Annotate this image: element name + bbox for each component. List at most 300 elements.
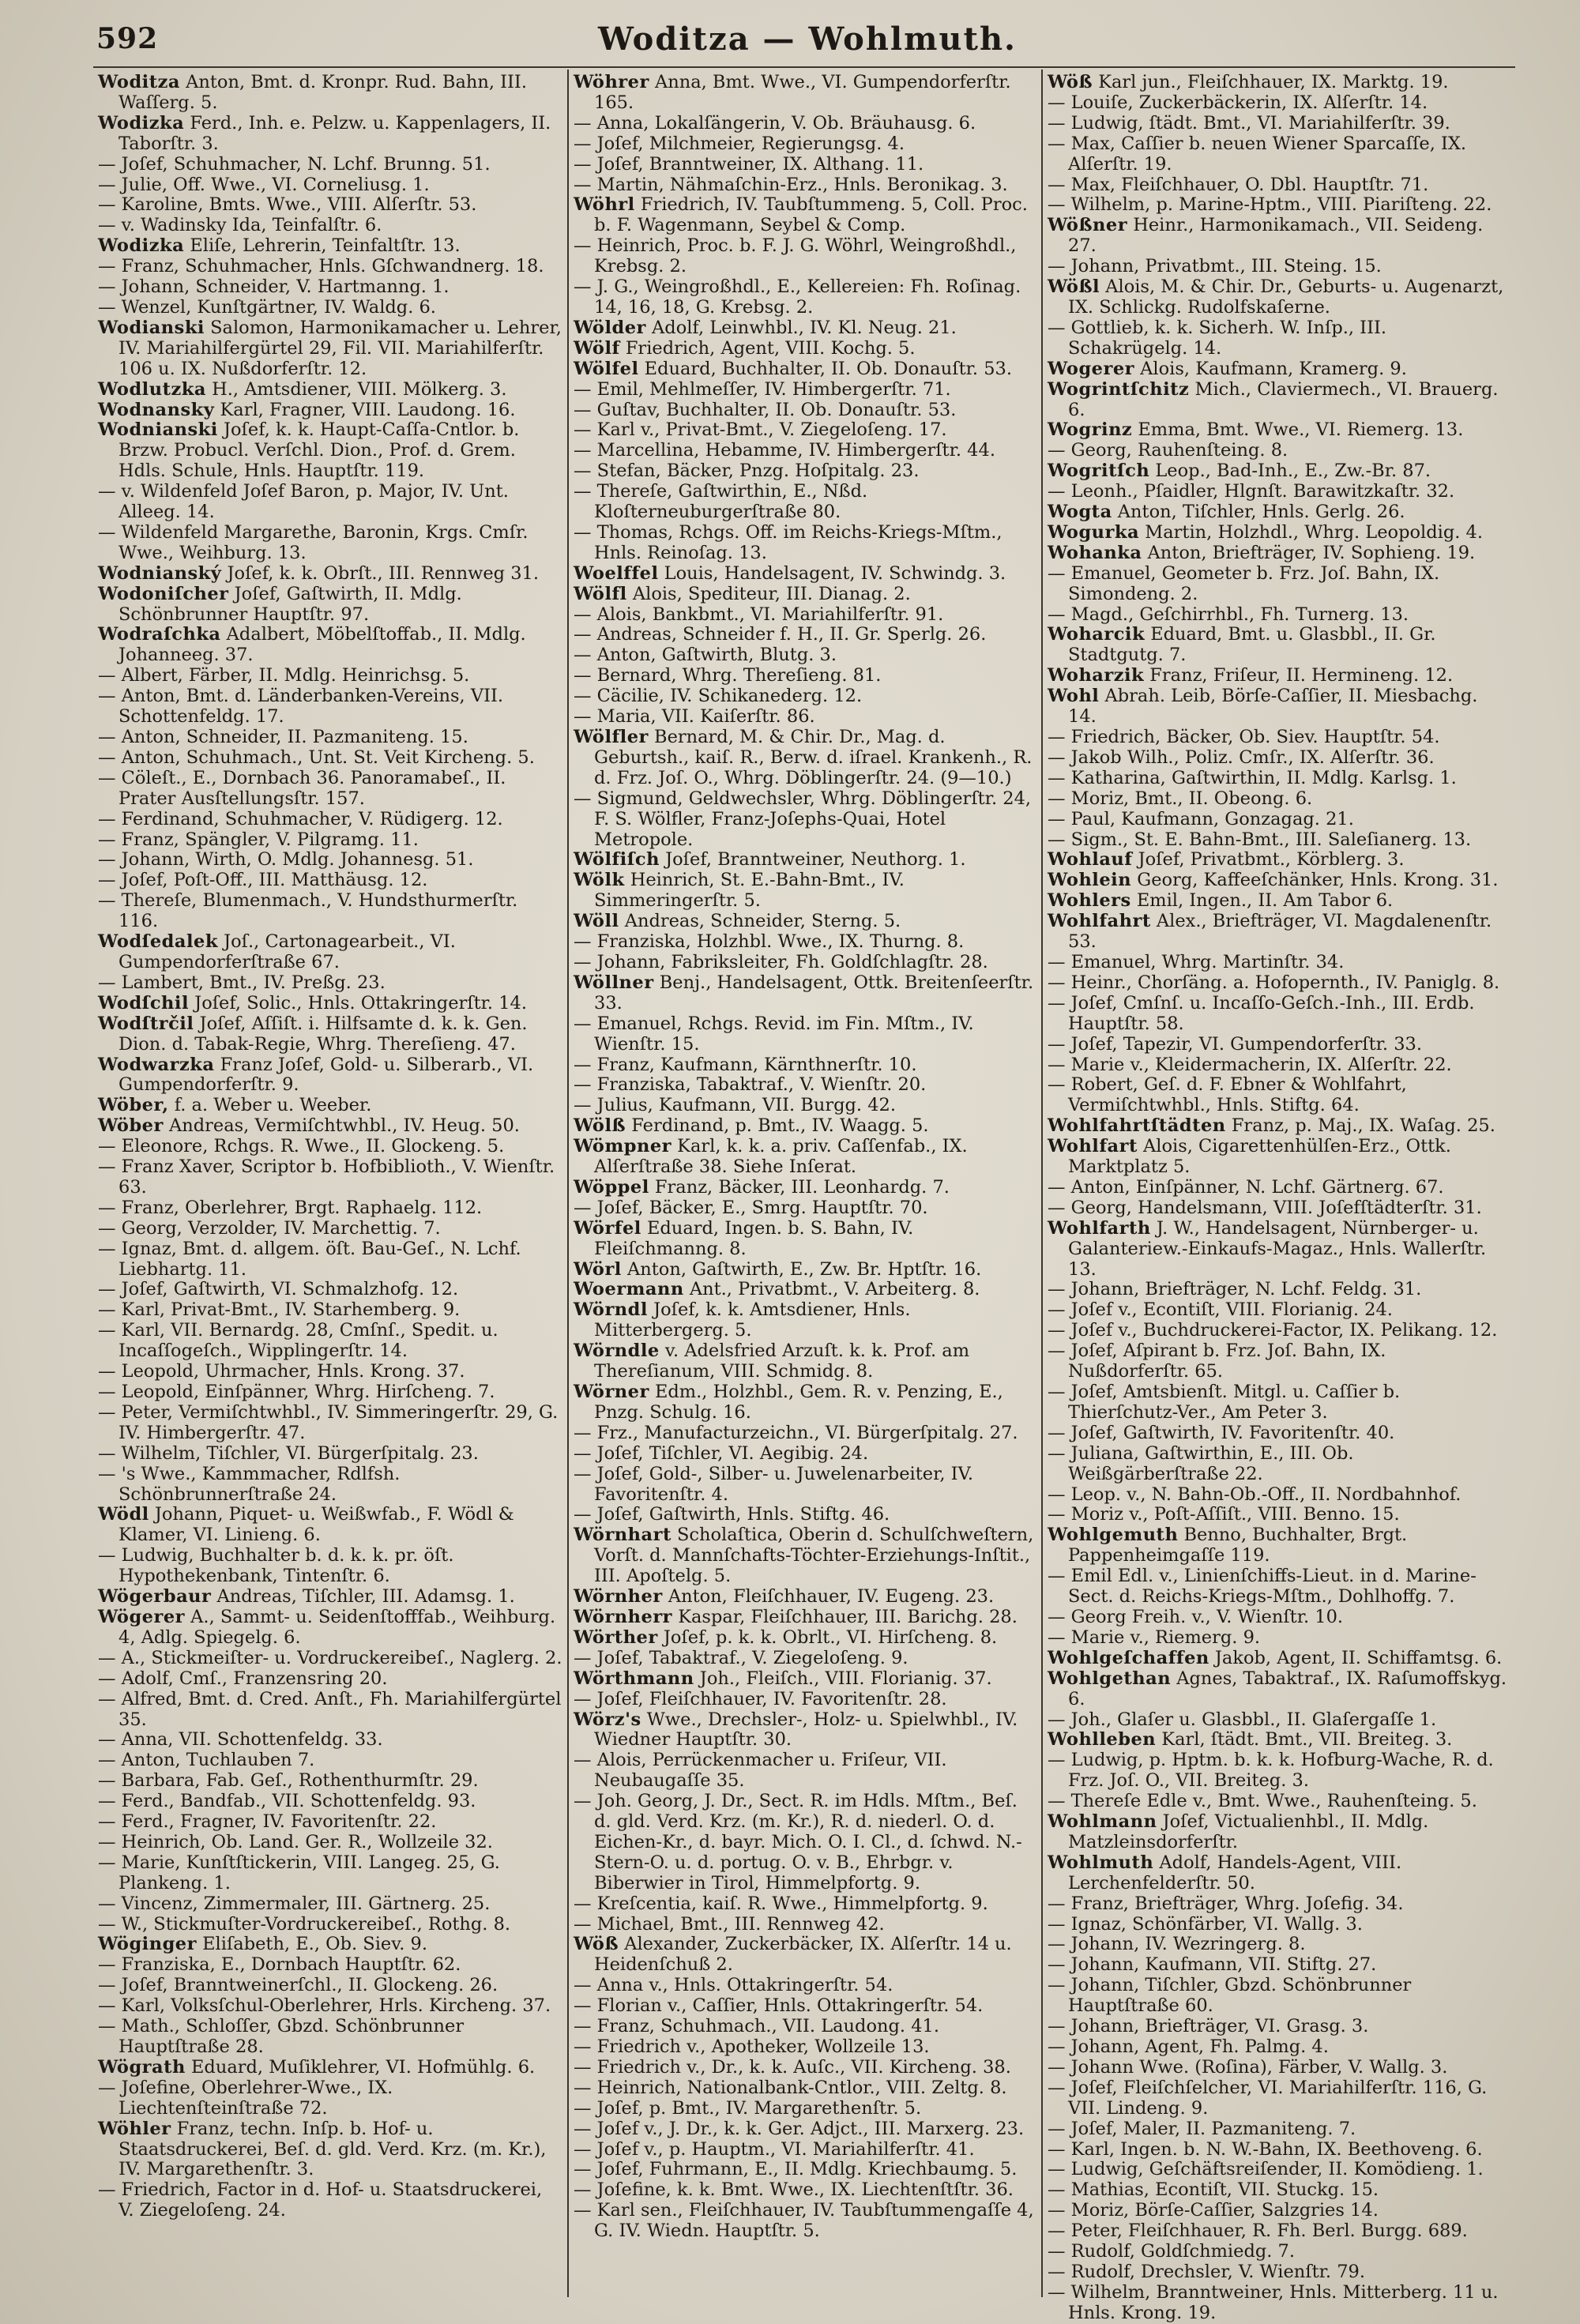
entry-text: — Joſef, Tabaktraf., V. Ziegeloſeng. 9.: [574, 1647, 908, 1668]
directory-entry: [98, 1239, 562, 1280]
entry-surname: Wodnansky: [98, 399, 215, 420]
directory-entry: [1048, 1219, 1510, 1280]
entry-surname: Wohlleben: [1048, 1729, 1157, 1751]
directory-entry: [1048, 359, 1510, 380]
directory-entry: [1048, 891, 1510, 912]
entry-surname: Wogurka: [1048, 521, 1140, 543]
directory-entry: [98, 420, 562, 482]
entry-text: — Max, Caſſier b. neuen Wiener Sparcaſſe, IX. Alſerſtr. 19.: [1048, 133, 1467, 175]
directory-entry: [98, 175, 562, 196]
directory-entry: [574, 1587, 1036, 1608]
entry-text: Ant., Privatbmt., V. Arbeiterg. 8.: [683, 1279, 980, 1300]
directory-entry: [98, 114, 562, 155]
entry-surname: Wohlgemuth: [1048, 1525, 1179, 1546]
entry-text: — Marie v., Kleidermacherin, IX. Alſerſtr. 22.: [1048, 1054, 1452, 1075]
directory-entry: [1048, 2119, 1510, 2140]
entry-surname: Wohlfahrt: [1048, 911, 1151, 932]
directory-entry: [1048, 973, 1510, 994]
directory-entry: [98, 1955, 562, 1976]
entry-text: Joſef, Gaſtwirth, II. Mdlg. Schönbrunner Hauptſtr. 97.: [118, 583, 462, 625]
entry-text: J. W., Handelsagent, Nürnberger- u. Galanteriew.-Einkaufs-Magaz., Hnls. Wallerſtr. 13.: [1068, 1217, 1487, 1280]
entry-text: — Gottlieb, k. k. Sicherh. W. Inſp., III. Schakrügelg. 14.: [1048, 317, 1386, 359]
directory-entry: [1048, 2283, 1510, 2324]
entry-text: — v. Wadinsky Ida, Teinfalſtr. 6.: [98, 215, 382, 236]
directory-entry: [98, 400, 562, 421]
entry-text: Andreas, Schneider, Sterng. 5.: [619, 911, 901, 932]
entry-surname: Wögrath: [98, 2056, 186, 2078]
entry-text: — Marcellina, Hebamme, IV. Himbergerſtr. 44.: [574, 440, 995, 461]
entry-text: Friedrich, IV. Taubſtummeng. 5, Coll. Proc. b. F. Wagenmann, Seybel & Comp.: [594, 194, 1028, 236]
entry-text: Joſef, Solic., Hnls. Ottakringerſtr. 14.: [189, 992, 528, 1013]
directory-entry: [574, 1075, 1036, 1096]
entry-text: — Ludwig, p. Hptm. b. k. k. Hofburg-Wache, R. d. Frz. Joſ. O., VII. Breiteg. 3.: [1048, 1750, 1494, 1792]
entry-text: Joſef, Victualienhbl., II. Mdlg. Matzleinsdorferſtr.: [1068, 1811, 1429, 1852]
directory-entry: [574, 114, 1036, 134]
entry-text: — Alfred, Bmt. d. Cred. Anſt., Fh. Mariahilfergürtel 35.: [98, 1688, 562, 1730]
entry-text: — Franziska, Tabaktraf., V. Wienſtr. 20.: [574, 1074, 927, 1096]
entry-text: Franz, techn. Inſp. b. Hof- u. Staatsdruckerei, Beſ. d. gld. Verd. Krz. (m. Kr.), IV. Margarethenſtr. 3.: [118, 2118, 547, 2180]
directory-entry: [98, 1976, 562, 1996]
entry-text: — Rudolf, Goldſchmiedg. 7.: [1048, 2241, 1296, 2262]
directory-entry: [98, 932, 562, 973]
entry-text: — Barbara, Fab. Geſ., Rothenthurmſtr. 29.: [98, 1770, 479, 1792]
directory-entry: [98, 810, 562, 830]
entry-text: — Joſef, Tapezir, VI. Gumpendorferſtr. 33.: [1048, 1033, 1423, 1055]
directory-entry: [574, 1096, 1036, 1116]
directory-entry: [98, 1157, 562, 1198]
directory-entry: [98, 625, 562, 666]
entry-text: — Anton, Einſpänner, N. Lchf. Gärtnerg. 67.: [1048, 1176, 1444, 1198]
entry-text: — Joſef, Schuhmacher, N. Lchf. Brunng. 51.: [98, 153, 491, 175]
directory-entry: [574, 932, 1036, 953]
directory-entry: [574, 686, 1036, 707]
directory-entry: [98, 482, 562, 523]
entry-surname: Wohlfahrtſtädten: [1048, 1115, 1226, 1137]
entry-surname: Wörnhart: [574, 1525, 672, 1546]
entry-text: — Alois, Bankbmt., VI. Mariahilferſtr. 91.: [574, 604, 944, 625]
entry-text: — Cöleſt., E., Dornbach 36. Panoramabeſ., II. Prater Ausſtellungsſtr. 157.: [98, 767, 506, 809]
entry-text: — Max, Fleiſchhauer, O. Dbl. Hauptſtr. 71.: [1048, 174, 1429, 195]
entry-text: — Paul, Kaufmann, Gonzagag. 21.: [1048, 808, 1354, 829]
directory-entry: [98, 1362, 562, 1382]
entry-text: — 's Wwe., Kammmacher, Rdlfsh. Schönbrunnerſtraße 24.: [98, 1463, 401, 1505]
entry-text: — Wilhelm, Branntweiner, Hnls. Mitterberg. 11 u. Hnls. Krong. 19.: [1048, 2281, 1499, 2323]
entry-surname: Wodnianský: [98, 562, 222, 584]
entry-surname: Wößner: [1048, 215, 1128, 236]
directory-entry: [1048, 380, 1510, 421]
directory-entry: [574, 1341, 1036, 1382]
directory-entry: [98, 1833, 562, 1853]
directory-entry: [1048, 666, 1510, 686]
entry-surname: Wohl: [1048, 686, 1100, 707]
entry-text: — Karl, VII. Bernardg. 28, Cmſnſ., Spedit. u. Incaſſogeſch., Wipplingerſtr. 14.: [98, 1320, 498, 1362]
directory-entry: [98, 257, 562, 277]
entry-text: — Jakob Wilh., Poliz. Cmſr., IX. Alſerſtr. 36.: [1048, 746, 1435, 768]
entry-text: Eduard, Ingen. b. S. Bahn, IV. Fleiſchmanng. 8.: [594, 1217, 914, 1259]
directory-entry: [574, 2119, 1036, 2140]
directory-entry: [1048, 257, 1510, 277]
directory-entry: [98, 155, 562, 175]
entry-text: — Emil Edl. v., Linienſchiffs-Lieut. in d. Marine-Sect. d. Reichs-Kriegs-Mſtm., Dohlhoffg. 7.: [1048, 1566, 1477, 1608]
entry-surname: Wögerbaur: [98, 1586, 212, 1608]
directory-entry: [98, 1116, 562, 1137]
entry-text: Joſef, k. k. Amtsdiener, Hnls. Mitterbergerg. 5.: [594, 1299, 911, 1341]
directory-entry: [1048, 1751, 1510, 1792]
entry-text: — Johann, Kaufmann, VII. Stiftg. 27.: [1048, 1954, 1377, 1976]
entry-text: Karl jun., Fleiſchhauer, IX. Marktg. 19.: [1093, 72, 1449, 92]
entry-text: Franz, p. Maj., IX. Waſag. 25.: [1225, 1115, 1495, 1137]
entry-surname: Wörl: [574, 1258, 622, 1280]
entry-text: — Anton, Schuhmach., Unt. St. Veit Kircheng. 5.: [98, 746, 535, 768]
directory-entry: [98, 585, 562, 626]
directory-entry: [98, 1812, 562, 1833]
directory-entry: [1048, 789, 1510, 810]
entry-text: — Anton, Schneider, II. Pazmaniteng. 15.: [98, 727, 468, 747]
directory-entry: [1048, 1423, 1510, 1444]
entry-text: Eliſabeth, E., Ob. Siev. 9.: [196, 1934, 428, 1955]
entry-text: — Franz, Schuhmach., VII. Laudong. 41.: [574, 2016, 939, 2037]
directory-entry: [98, 1444, 562, 1465]
entry-text: Karl, k. k. a. priv. Caſſenfab., IX. Alſerſtraße 38. Siehe Inſerat.: [594, 1136, 968, 1178]
directory-entry: [1048, 2037, 1510, 2058]
entry-surname: Wöppel: [574, 1176, 649, 1198]
entry-text: Eduard, Muſiklehrer, VI. Hofmühlg. 6.: [185, 2056, 536, 2078]
directory-entry: [98, 1771, 562, 1792]
directory-entry: [574, 1792, 1036, 1894]
directory-entry: [98, 871, 562, 891]
entry-text: — Ludwig, Geſchäftsreiſender, II. Komödieng. 1.: [1048, 2159, 1484, 2180]
directory-entry: [1048, 2160, 1510, 2180]
directory-entry: [1048, 2221, 1510, 2242]
directory-entry: [1048, 686, 1510, 728]
entry-text: — Anton, Gaſtwirth, Blutg. 3.: [574, 645, 837, 666]
entry-text: — Friedrich v., Apotheker, Wollzeile 13.: [574, 2036, 930, 2057]
entry-surname: Wogrinz: [1048, 419, 1133, 441]
directory-entry: [1048, 175, 1510, 196]
entry-text: — Joh. Georg, J. Dr., Sect. R. im Hdls. Mſtm., Beſ. d. gld. Verd. Krz. (m. Kr.), R. d. niederl. O. d. Eichen-Kr., d. bayr. Mich. O. I. Cl., d. ſchwd. N.-Stern-O. u. d. portug. O. v. B., Ehrbgr. v. Biberwier in Tirol, Himmelpfortg. 9.: [574, 1791, 1022, 1893]
entry-text: Martin, Holzhdl., Whrg. Leopoldig. 4.: [1139, 521, 1484, 543]
entry-text: — Anton, Tuchlauben 7.: [98, 1750, 315, 1771]
entry-surname: Wohlgethan: [1048, 1668, 1172, 1689]
entry-text: — Joſefine, Oberlehrer-Wwe., IX. Liechtenſteinſtraße 72.: [98, 2077, 393, 2119]
entry-surname: Wölfiſch: [574, 849, 660, 871]
directory-entry: [574, 912, 1036, 932]
entry-text: — Wildenfeld Margarethe, Baronin, Krgs. Cmſr. Wwe., Weihburg. 13.: [98, 521, 529, 563]
directory-entry: [574, 1649, 1036, 1669]
entry-text: Andreas, Tiſchler, III. Adamsg. 1.: [211, 1586, 515, 1608]
directory-entry: [574, 1219, 1036, 1260]
directory-entry: [1048, 1444, 1510, 1485]
entry-text: Joſef, k. k. Haupt-Caſſa-Cntlor. b. Brzw. Probucl. Verſchl. Dion., Prof. d. Grem. Hdls. Schule, Hnls. Hauptſtr. 119.: [118, 419, 520, 482]
entry-text: — Joſef v., p. Hauptm., VI. Mariahilferſtr. 41.: [574, 2138, 975, 2160]
entry-text: — Martin, Nähmaſchin-Erz., Hnls. Beronikag. 3.: [574, 174, 1008, 195]
directory-entry: [574, 850, 1036, 871]
entry-text: — Marie v., Riemerg. 9.: [1048, 1626, 1261, 1648]
entry-text: Jakob, Agent, II. Schiffamtsg. 6.: [1209, 1647, 1503, 1668]
entry-text: Louis, Handelsagent, IV. Schwindg. 3.: [658, 562, 1006, 584]
directory-entry: [574, 2180, 1036, 2201]
directory-entry: [574, 359, 1036, 380]
directory-entry: [574, 728, 1036, 789]
directory-entry: [1048, 2058, 1510, 2078]
entry-text: Adolf, Leinwhbl., IV. Kl. Neug. 21.: [645, 317, 957, 338]
entry-text: — Joſefine, k. k. Bmt. Wwe., IX. Liechtenſtſtr. 36.: [574, 2179, 1014, 2201]
entry-text: — Karl sen., Fleiſchhauer, IV. Taubſtummengaſſe 4, G. IV. Wiedn. Hauptſtr. 5.: [574, 2200, 1034, 2242]
directory-entry: [1048, 1955, 1510, 1976]
directory-entry: [574, 1055, 1036, 1076]
entry-text: — W., Stickmuſter-Vordruckereibeſ., Rothg. 8.: [98, 1913, 511, 1935]
entry-text: — Joſef, Poſt-Off., III. Matthäusg. 12.: [98, 870, 428, 891]
directory-entry: [98, 2119, 562, 2181]
directory-entry: [98, 1198, 562, 1219]
directory-entry: [574, 1300, 1036, 1341]
entry-text: — Johann, Briefträger, N. Lchf. Feldg. 31.: [1048, 1279, 1422, 1300]
entry-text: — Leopold, Uhrmacher, Hnls. Krong. 37.: [98, 1361, 465, 1382]
directory-entry: [98, 1608, 562, 1649]
entry-text: — Johann, Schneider, V. Hartmanng. 1.: [98, 276, 450, 298]
entry-text: — Ignaz, Schönfärber, VI. Wallg. 3.: [1048, 1913, 1363, 1935]
entry-text: — Robert, Geſ. d. F. Ebner & Wohlfahrt, Vermiſchtwhbl., Hnls. Stiftg. 64.: [1048, 1074, 1407, 1116]
directory-entry: [1048, 134, 1510, 175]
entry-text: — Thomas, Rchgs. Off. im Reichs-Kriegs-Mſtm., Hnls. Reinoſag. 13.: [574, 521, 1003, 563]
directory-entry: [574, 1116, 1036, 1137]
directory-entry: [1048, 1280, 1510, 1300]
directory-entry: [1048, 1198, 1510, 1219]
entry-text: Alois, Spediteur, III. Dianag. 2.: [626, 583, 911, 604]
entry-surname: Wohlmann: [1048, 1811, 1157, 1833]
entry-surname: Wölfl: [574, 583, 627, 604]
directory-entry: [574, 973, 1036, 1014]
directory-entry: [1048, 1116, 1510, 1137]
entry-text: — Anna, Lokalſängerin, V. Ob. Bräuhausg. 6.: [574, 112, 976, 133]
entry-text: — Joſef, Gaſtwirth, VI. Schmalzhofg. 12.: [98, 1279, 459, 1300]
entry-text: Anton, Fleiſchhauer, IV. Eugeng. 23.: [662, 1586, 995, 1608]
directory-entry: [98, 850, 562, 871]
entry-text: — Joſef v., J. Dr., k. k. Ger. Adjct., III. Marxerg. 23.: [574, 2118, 1025, 2139]
entry-surname: Wörndle: [574, 1341, 660, 1362]
directory-entry: [1048, 871, 1510, 891]
entry-surname: Wohlfart: [1048, 1136, 1138, 1157]
directory-entry: [98, 748, 562, 769]
directory-entry: [1048, 625, 1510, 666]
entry-surname: Woditza: [98, 72, 180, 92]
directory-entry: [1048, 850, 1510, 871]
entry-text: — Joh., Glaſer u. Glasbbl., II. Glaſergaſſe 1.: [1048, 1709, 1437, 1730]
directory-entry: [574, 1894, 1036, 1915]
directory-entry: [98, 728, 562, 748]
entry-text: — Ferdinand, Schuhmacher, V. Rüdigerg. 12.: [98, 808, 503, 829]
entry-surname: Woermann: [574, 1279, 684, 1300]
entry-text: — v. Wildenfeld Joſef Baron, p. Major, IV. Unt. Alleeg. 14.: [98, 481, 509, 523]
entry-surname: Wöhler: [98, 2118, 171, 2139]
directory-entry: [574, 1935, 1036, 1976]
directory-entry: [98, 318, 562, 380]
entry-text: — Vincenz, Zimmermaler, III. Gärtnerg. 25.: [98, 1893, 491, 1914]
entry-text: — Juliana, Gaſtwirthin, E., III. Ob. Weißgärberſtraße 22.: [1048, 1442, 1354, 1484]
entry-text: Anton, Bmt. d. Kronpr. Rud. Bahn, III. Waſſerg. 5.: [118, 72, 527, 113]
entry-text: — Joſef, Aſpirant b. Frz. Joſ. Bahn, IX. Nußdorferſtr. 65.: [1048, 1341, 1386, 1382]
entry-text: — Joſef, Milchmeier, Regierungsg. 4.: [574, 133, 905, 154]
entry-text: Alois, Cigarettenhülſen-Erz., Ottk. Marktplatz 5.: [1068, 1136, 1451, 1178]
entry-text: Benj., Handelsagent, Ottk. Breitenſeerſtr. 33.: [594, 972, 1034, 1013]
directory-entry: [574, 2160, 1036, 2180]
entry-text: Karl, ſtädt. Bmt., VII. Breiteg. 3.: [1156, 1729, 1453, 1751]
entry-text: — Peter, Vermiſchtwhbl., IV. Simmeringerſtr. 29, G. IV. Himbergerſtr. 47.: [98, 1401, 559, 1443]
directory-entry: [98, 666, 562, 686]
directory-entry: [1048, 318, 1510, 359]
entry-text: Wwe., Drechsler-, Holz- u. Spielwhbl., IV. Wiedner Hauptſtr. 30.: [594, 1709, 1018, 1751]
entry-text: Johann, Piquet- u. Weißwfab., F. Wödl & Klamer, VI. Linieng. 6.: [118, 1504, 514, 1546]
entry-text: — Michael, Bmt., III. Rennweg 42.: [574, 1913, 885, 1935]
entry-text: — Thereſe, Gaſtwirthin, E., Nßd. Kloſterneuburgerſtraße 80.: [574, 481, 868, 523]
entry-text: — Johann, Agent, Fh. Palmg. 4.: [1048, 2036, 1329, 2057]
directory-entry: [1048, 1382, 1510, 1423]
entry-text: Heinrich, St. E.-Bahn-Bmt., IV. Simmeringerſtr. 5.: [594, 870, 905, 912]
entry-text: — Emanuel, Geometer b. Frz. Joſ. Bahn, IX. Simondeng. 2.: [1048, 562, 1440, 604]
directory-entry: [98, 564, 562, 585]
entry-text: — Joſef, Amtsbienſt. Mitgl. u. Caſſier b. Thierſchutz-Ver., Am Peter 3.: [1048, 1382, 1401, 1423]
entry-text: H., Amtsdiener, VIII. Mölkerg. 3.: [205, 378, 507, 400]
entry-text: — Frz., Manufacturzeichn., VI. Bürgerſpitalg. 27.: [574, 1422, 1018, 1443]
directory-entry: [574, 134, 1036, 155]
entry-text: Joſef, Aſſiſt. i. Hilfsamte d. k. k. Gen. Dion. d. Tabak-Regie, Whrg. Thereſieng. 47.: [118, 1013, 528, 1055]
entry-text: Benno, Buchhalter, Brgt. Pappenheimgaſſe 119.: [1068, 1525, 1408, 1566]
entry-text: — Emanuel, Rchgs. Revid. im Fin. Mſtm., IV. Wienſtr. 15.: [574, 1013, 974, 1055]
entry-text: f. a. Weber u. Weeber.: [168, 1095, 372, 1116]
entry-text: Anton, Briefträger, IV. Sophieng. 19.: [1142, 542, 1476, 563]
directory-entry: [1048, 461, 1510, 482]
entry-surname: Wögerer: [98, 1606, 186, 1627]
entry-text: — Heinrich, Ob. Land. Ger. R., Wollzeile 32.: [98, 1831, 493, 1852]
entry-text: Abrah. Leib, Börſe-Caſſier, II. Miesbachg. 14.: [1068, 686, 1478, 728]
entry-text: — Mathias, Econtiſt, VII. Stuckg. 15.: [1048, 2179, 1379, 2201]
entry-text: v. Adelsfried Arzuſt. k. k. Prof. am Thereſianum, VIII. Schmidg. 8.: [594, 1341, 970, 1382]
directory-entry: [1048, 420, 1510, 441]
entry-surname: Wölder: [574, 317, 646, 338]
directory-entry: [574, 318, 1036, 339]
entry-text: — Stefan, Bäcker, Pnzg. Hoſpitalg. 23.: [574, 461, 920, 482]
directory-entry: [98, 1300, 562, 1321]
entry-text: — Johann, Tiſchler, Gbzd. Schönbrunner Hauptſtraße 60.: [1048, 1975, 1412, 2017]
entry-text: Alois, Kaufmann, Kramerg. 9.: [1134, 358, 1407, 379]
directory-entry: [1048, 1485, 1510, 1506]
entry-surname: Wörnher: [574, 1586, 663, 1608]
directory-entry: [574, 2099, 1036, 2119]
directory-entry: [1048, 1853, 1510, 1894]
entry-surname: Wodizka: [98, 235, 185, 257]
directory-entry: [1048, 1341, 1510, 1382]
entry-surname: Wölf: [574, 337, 620, 359]
directory-entry: [98, 277, 562, 298]
directory-entry: [574, 1444, 1036, 1465]
entry-surname: Wohlgeſchaffen: [1048, 1647, 1209, 1668]
entry-text: — A., Stickmeiſter- u. Vordruckereibeſ., Naglerg. 2.: [98, 1647, 562, 1668]
entry-text: — Florian v., Caſſier, Hnls. Ottakringerſtr. 54.: [574, 1995, 984, 2017]
directory-entry: [1048, 1178, 1510, 1198]
entry-text: — Johann, IV. Wezringerg. 8.: [1048, 1934, 1306, 1955]
entry-text: — Joſef, Fuhrmann, E., II. Mdlg. Kriechbaumg. 5.: [574, 2159, 1018, 2180]
entry-surname: Wöll: [574, 911, 619, 932]
entry-text: — Joſef, Branntweiner, IX. Althang. 11.: [574, 153, 924, 175]
entry-text: — Georg Freih. v., V. Wienſtr. 10.: [1048, 1606, 1344, 1627]
entry-text: Ferd., Inh. e. Pelzw. u. Kappenlagers, II. Taborſtr. 3.: [118, 112, 551, 154]
entry-surname: Wodizka: [98, 112, 185, 133]
entry-text: Georg, Kaffeeſchänker, Hnls. Krong. 31.: [1131, 870, 1499, 891]
entry-text: — Moriz, Börſe-Caſſier, Salzgries 14.: [1048, 2200, 1379, 2221]
directory-entry: [98, 830, 562, 851]
entry-text: — Joſef, Maler, II. Pazmaniteng. 7.: [1048, 2118, 1356, 2139]
directory-entry: [1048, 93, 1510, 114]
entry-text: — Kreſcentia, kaiſ. R. Wwe., Himmelpfortg. 9.: [574, 1893, 988, 1914]
entry-surname: Wohlmuth: [1048, 1852, 1154, 1873]
entry-text: Joſef, Branntweiner, Neuthorg. 1.: [659, 849, 966, 871]
entry-text: Edm., Holzhbl., Gem. R. v. Penzing, E., Pnzg. Schulg. 16.: [594, 1382, 1003, 1423]
directory-entry: [1048, 1321, 1510, 1341]
entry-text: — Moriz, Bmt., II. Obeong. 6.: [1048, 788, 1313, 809]
directory-entry: [1048, 1649, 1510, 1669]
directory-entry: [1048, 1075, 1510, 1116]
directory-entry: [574, 236, 1036, 277]
directory-entry: [98, 1669, 562, 1690]
directory-entry: [98, 1014, 562, 1055]
directory-entry: [1048, 1935, 1510, 1955]
entry-surname: Wodnianski: [98, 419, 218, 441]
entry-surname: Wogrintſchitz: [1048, 378, 1190, 400]
directory-entry: [574, 2078, 1036, 2099]
entry-surname: Wörner: [574, 1382, 649, 1402]
entry-surname: Wöllner: [574, 972, 654, 993]
entry-text: — Joſef v., Buchdruckerei-Factor, IX. Pelikang. 12.: [1048, 1320, 1498, 1341]
directory-entry: [574, 175, 1036, 196]
directory-entry: [1048, 2017, 1510, 2037]
entry-text: — Alois, Perrückenmacher u. Friſeur, VII. Neubaugaſſe 35.: [574, 1750, 947, 1792]
entry-surname: Wohlauf: [1048, 849, 1133, 871]
directory-entry: [574, 564, 1036, 585]
directory-entry: [1048, 1608, 1510, 1628]
entry-surname: Wöber: [98, 1115, 164, 1137]
directory-entry: [1048, 2262, 1510, 2283]
entry-surname: Wörthmann: [574, 1668, 694, 1689]
entry-text: — Albert, Färber, II. Mdlg. Heinrichsg. 5.: [98, 665, 470, 686]
entry-text: — Ludwig, Buchhalter b. d. k. k. pr. öſt. Hypothekenbank, Tintenſtr. 6.: [98, 1545, 454, 1587]
entry-text: — Magd., Geſchirrhbl., Fh. Turnerg. 13.: [1048, 604, 1409, 625]
directory-entry: [98, 891, 562, 932]
directory-entry: [98, 380, 562, 400]
directory-entry: [574, 380, 1036, 400]
entry-surname: Wöginger: [98, 1934, 197, 1955]
directory-entry: [98, 1751, 562, 1771]
entry-text: Joſ., Cartonagearbeit., VI. Gumpendorferſtraße 67.: [118, 931, 456, 972]
directory-entry: [1048, 1976, 1510, 2017]
entry-text: Adolf, Handels-Agent, VIII. Lerchenfelderſtr. 50.: [1068, 1852, 1402, 1893]
directory-entry: [1048, 1055, 1510, 1076]
entry-surname: Wödl: [98, 1504, 149, 1525]
entry-text: — Peter, Fleiſchhauer, R. Fh. Berl. Burgg. 689.: [1048, 2221, 1468, 2242]
entry-text: — Thereſe Edle v., Bmt. Wwe., Rauhenſteing. 5.: [1048, 1791, 1477, 1812]
directory-entry: [98, 1280, 562, 1300]
entry-text: — Anna, VII. Schottenfeldg. 33.: [98, 1729, 383, 1751]
entry-text: Friedrich, Agent, VIII. Kochg. 5.: [619, 337, 916, 359]
entry-text: Joſef, Privatbmt., Körblerg. 3.: [1132, 849, 1405, 871]
entry-surname: Wöhrl: [574, 194, 635, 216]
entry-text: — Johann, Privatbmt., III. Steing. 15.: [1048, 256, 1382, 277]
directory-entry: [1048, 1505, 1510, 1525]
directory-entry: [574, 625, 1036, 645]
entry-surname: Woharcik: [1048, 624, 1146, 645]
entry-text: — Rudolf, Drechsler, V. Wienſtr. 79.: [1048, 2261, 1366, 2282]
entry-text: — Heinrich, Proc. b. F. J. G. Wöhrl, Weingroßhdl., Krebsg. 2.: [574, 235, 1017, 277]
directory-entry: [574, 1178, 1036, 1198]
